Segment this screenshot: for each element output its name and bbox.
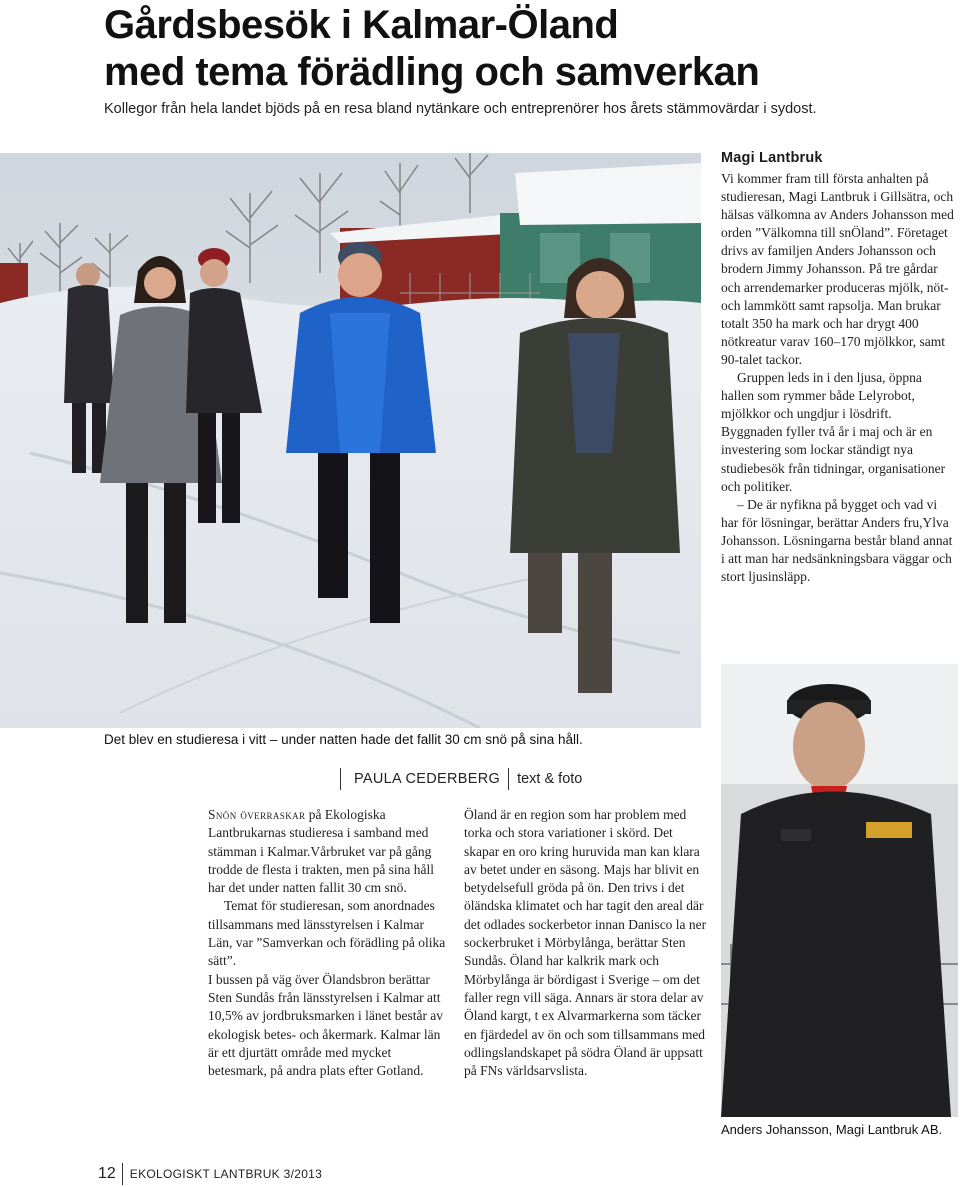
sidebar-paragraph: Gruppen leds in i den ljusa, öppna hallen som rymmer både Lelyrobot, mjölkkor och ungdjur i lösdrift. Byggnaden fyller två år i maj och är en investering som lockar ständigt nya studiebesök från tidningar, organisationer och politiker. — [721, 370, 946, 494]
portrait-photo-image — [721, 664, 958, 1117]
portrait-photo — [721, 664, 958, 1117]
lead-smallcaps: Snön överraskar — [208, 807, 306, 822]
body-column-2 — [464, 806, 707, 1080]
footer-divider — [122, 1163, 123, 1185]
page-footer — [98, 1163, 322, 1185]
main-photo-caption: Det blev en studieresa i vitt – under natten hade det fallit 30 cm snö på sina håll. — [104, 732, 583, 747]
sidebar-paragraph: – De är nyfikna på bygget och vad vi har för lösningar, berättar Anders fru,Ylva Johansson. Lösningarna består bland annat i att man har nedsänkningsbara väggar och stort ljusinsläpp. — [721, 496, 953, 585]
body-paragraph: Temat för studieresan, som anordnades tillsammans med länsstyrelsen i Kalmar Län, var ”Samverkan och förädling på olika sätt”. — [208, 898, 446, 969]
headline-line-1: Gårdsbesök i Kalmar-Öland — [104, 3, 619, 47]
article-headline — [104, 2, 954, 96]
sidebar-paragraph: Vi kommer fram till första anhalten på studieresan, Magi Lantbruk i Gillsätra, och hälsas välkomna av Anders Johansson med orden ”Välkomna till snÖland”. Företaget drivs av familjen Anders Johansson och brodern Jimmy Johansson. På tre gårdar och arrendemarker produceras mjölk, nöt- och lammkött samt rapsolja. Man brukar totalt 350 ha mark och har drygt 400 nötkreatur varav 160–170 mjölkkor, samt 90-talet tackor. — [721, 171, 954, 367]
portrait-caption: Anders Johansson, Magi Lantbruk AB. — [721, 1122, 943, 1137]
headline-line-2: med tema förädling och samverkan — [104, 50, 760, 94]
article-subheading: Kollegor från hela landet bjöds på en resa bland nytänkare och entreprenörer hos årets stämmovärdar i sydost. — [104, 101, 817, 117]
main-photo-image — [0, 153, 701, 728]
byline-author: PAULA CEDERBERG — [354, 771, 501, 787]
lead-text: på Ekologiska Lantbrukarnas studieresa i samband med stämman i Kalmar.Vårbruket var på gång trodde de flesta i trakten, men på sina håll har det under natten fallit 30 cm snö. — [208, 807, 435, 896]
main-photo — [0, 153, 701, 728]
byline — [340, 768, 582, 790]
sidebar — [721, 150, 955, 586]
page-number: 12 — [98, 1165, 116, 1182]
sidebar-heading: Magi Lantbruk — [721, 150, 823, 166]
body-paragraph: I bussen på väg över Ölandsbron berättar Sten Sundås från länsstyrelsen i Kalmar att 10,5% av jordbruksmarken i länet består av ekologisk betes- och åkermark. Kalmar län är ett djurtätt område med mycket betesmark, på andra plats efter Gotland. — [208, 971, 444, 1079]
byline-role: text & foto — [517, 771, 583, 787]
magazine-issue: EKOLOGISKT LANTBRUK 3/2013 — [129, 1167, 323, 1181]
body-paragraph: Öland är en region som har problem med torka och stora variationer i skörd. Det skapar en oro kring huruvida man kan klara av betet under en säsong. Majs har blivit en betydelsefull gröda på ön. Den trivs i det öländska klimatet och har tagit den areal där det odlades sockerbetor innan Danisco la ner sockerbruket i Mörbylånga, berättar Sten Sundås. Öland har kalkrik mark och Mörbylånga är bördigast i Sverige – om det faller regn vill säga. Annars är stora delar av Öland kargt, t ex Alvarmarkerna som täcker en fjärdedel av ön och som tillsammans med odlingslandskapet på södra Öland är uppsatt på FNs världsarvslista. — [464, 807, 707, 1079]
body-column-1 — [208, 806, 451, 1080]
body-lead-paragraph — [208, 806, 451, 897]
